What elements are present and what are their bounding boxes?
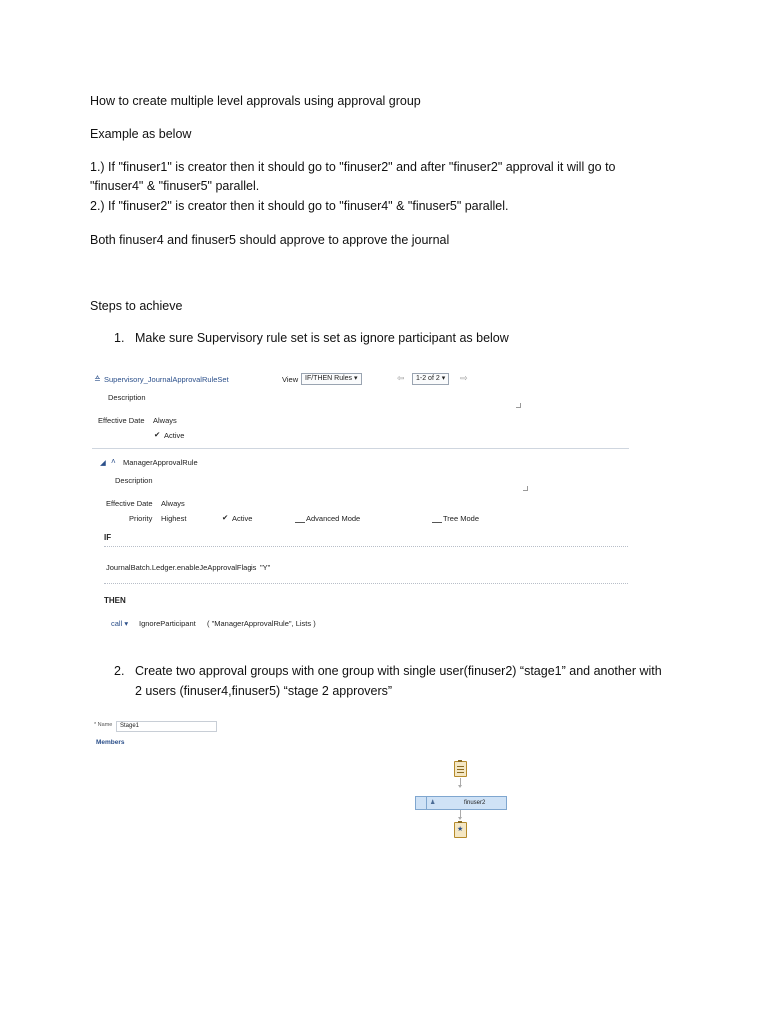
advanced-mode-checkbox[interactable] [295,522,305,523]
name-input-value: Stage1 [120,723,140,729]
both-approve-note: Both finuser4 and finuser5 should approve to approve the journal [90,233,450,247]
next-page-icon[interactable]: ⇨ [460,373,468,383]
step-1-text: Make sure Supervisory rule set is set as ignore participant as below [135,331,509,345]
rule-resize-handle-icon[interactable] [523,486,528,491]
rule-description-label: Description [115,476,153,485]
action-verb-select[interactable]: call ▾ [111,619,129,628]
ruleset-screenshot [92,368,632,633]
active-label: Active [164,431,185,440]
member-user-row[interactable] [415,796,507,810]
rule-check-icon[interactable]: ✔ [222,513,229,522]
example-heading: Example as below [90,127,192,141]
rule-line-2: "finuser4" & "finuser5" parallel. [90,179,260,193]
member-user: finuser2 [464,800,486,806]
step-2-text-line-2: 2 users (finuser4,finuser5) “stage 2 approvers” [135,684,393,698]
priority-value[interactable]: Highest [161,514,187,523]
view-label: View [282,375,299,384]
document-title: How to create multiple level approvals using approval group [90,94,421,108]
description-label: Description [108,393,146,402]
then-label: THEN [104,596,126,605]
step-1-number: 1. [114,331,125,345]
step-2-number: 2. [114,664,125,678]
step-2-text-line-1: Create two approval groups with one group with single user(finuser2) “stage1” and another with [135,664,662,678]
divider [92,448,629,449]
ruleset-name[interactable]: Supervisory_JournalApprovalRuleSet [104,375,229,384]
view-select-value: IF/THEN Rules [305,375,353,382]
view-select[interactable]: IF/THEN Rules ▾ [301,373,362,385]
pager-select-value: 1-2 of 2 [416,375,440,382]
action-args[interactable]: ( "ManagerApprovalRule", Lists ) [207,619,316,628]
action-verb-value: call [111,619,123,628]
rule-effective-date-label: Effective Date [106,499,153,508]
rule-expand-icon[interactable]: ◢ [100,458,106,467]
rule-active-label: Active [232,514,253,523]
action-name[interactable]: IgnoreParticipant [139,619,196,628]
name-label: * Name [94,722,113,728]
tree-mode-checkbox[interactable] [432,522,442,523]
effective-date-value[interactable]: Always [153,416,177,425]
flow-arrow-head [458,817,462,820]
members-label: Members [96,739,125,746]
condition-operator[interactable]: is [251,563,257,572]
resize-handle-icon[interactable] [516,403,521,408]
condition-field[interactable]: JournalBatch.Ledger.enableJeApprovalFlag [106,563,252,572]
pager-select[interactable]: 1-2 of 2 ▾ [412,373,449,385]
dotted-separator [104,546,628,547]
rule-name[interactable]: ManagerApprovalRule [123,458,198,467]
start-task-icon [454,761,467,777]
rule-line-3: 2.) If "finuser2" is creator then it should go to "finuser4" & "finuser5" parallel. [90,199,509,213]
priority-label: Priority [129,514,153,523]
if-label: IF [104,533,112,542]
effective-date-label: Effective Date [98,416,145,425]
approval-group-screenshot [92,718,532,848]
tree-mode-label: Tree Mode [443,514,479,523]
prev-page-icon[interactable]: ⇦ [397,373,405,383]
condition-value[interactable]: "Y" [260,563,271,572]
check-icon[interactable]: ✔ [154,430,161,439]
steps-heading: Steps to achieve [90,299,183,313]
collapse-icon: ≙ [94,375,101,384]
rule-effective-date-value[interactable]: Always [161,499,185,508]
collapse-rule-icon[interactable]: ˄ [111,457,116,466]
flow-arrow-head [458,785,462,788]
dotted-separator [104,583,628,584]
rule-line-1: 1.) If "finuser1" is creator then it should go to "finuser2" and after "finuser2" approval it will go to [90,160,616,174]
user-icon: ♟ [430,800,436,806]
advanced-mode-label: Advanced Mode [306,514,361,523]
end-task-icon: ★ [454,822,467,838]
name-input[interactable] [116,721,217,732]
